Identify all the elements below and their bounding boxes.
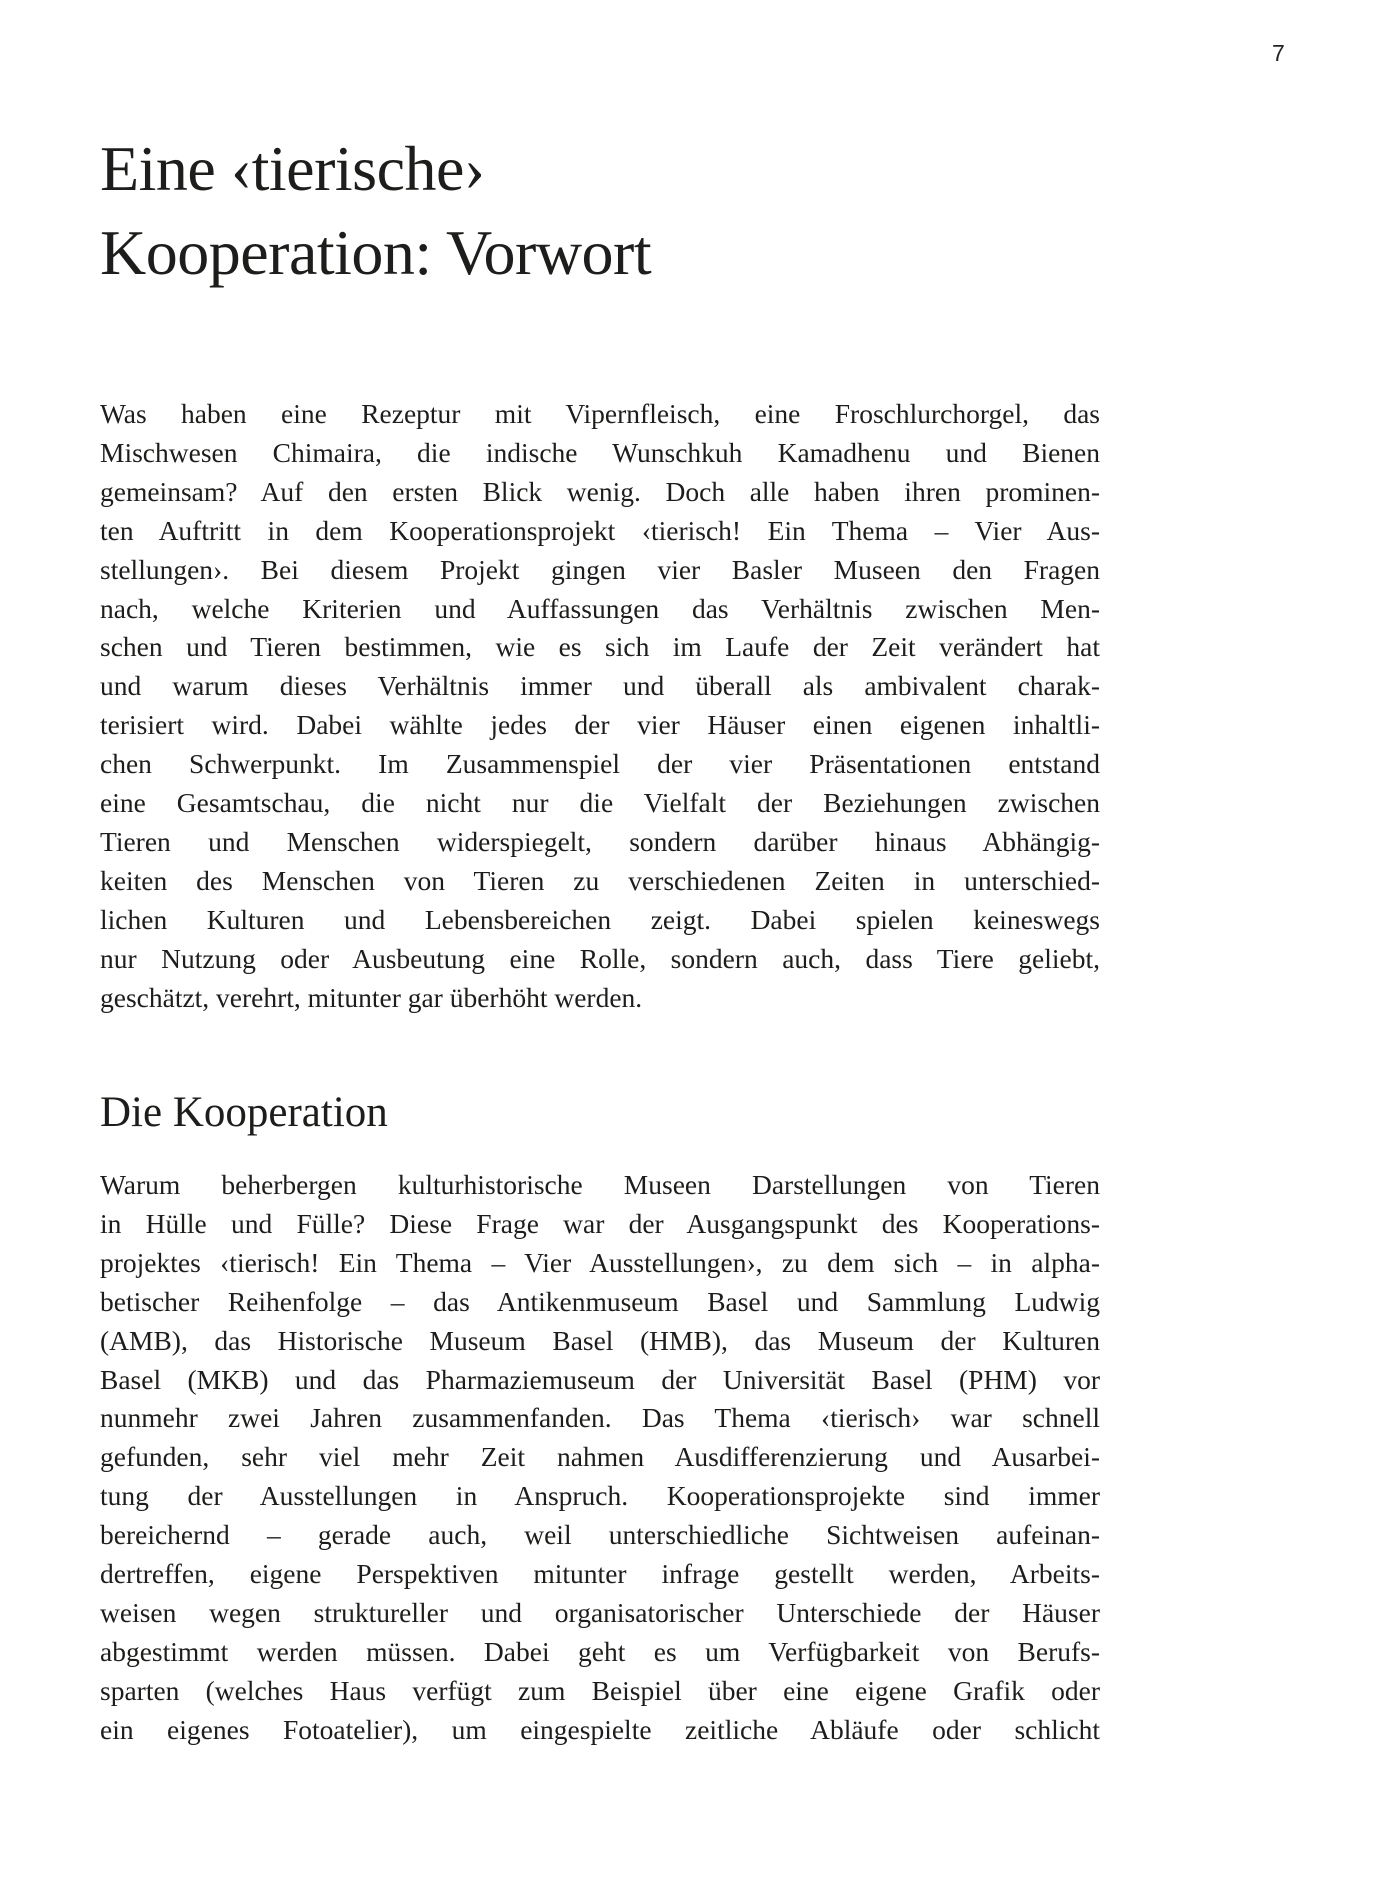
paragraph-line: eine Gesamtschau, die nicht nur die Vielfalt der Beziehungen zwischen <box>100 787 1100 819</box>
paragraph-line: Mischwesen Chimaira, die indische Wunschkuh Kamadhenu und Bienen <box>100 436 1100 468</box>
paragraph-line: geschätzt, verehrt, mitunter gar überhöht werden. <box>100 981 643 1013</box>
paragraph-line: nunmehr zwei Jahren zusammenfanden. Das Thema ‹tierisch› war schnell <box>100 1402 1100 1434</box>
kooperation-paragraph <box>100 1166 1100 1750</box>
page-title <box>100 127 651 295</box>
paragraph-line: ein eigenes Fotoatelier), um eingespielte zeitliche Abläufe oder schlicht <box>100 1713 1100 1745</box>
paragraph-line: und warum dieses Verhältnis immer und überall als ambivalent charak- <box>100 670 1100 702</box>
paragraph-line: nur Nutzung oder Ausbeutung eine Rolle, sondern auch, dass Tiere geliebt, <box>100 942 1100 974</box>
paragraph-line: Tieren und Menschen widerspiegelt, sondern darüber hinaus Abhängig- <box>100 825 1100 857</box>
paragraph-line: projektes ‹tierisch! Ein Thema – Vier Ausstellungen›, zu dem sich – in alpha- <box>100 1246 1100 1278</box>
intro-paragraph <box>100 395 1100 1018</box>
paragraph-line: betischer Reihenfolge – das Antikenmuseum Basel und Sammlung Ludwig <box>100 1285 1100 1317</box>
paragraph-line: Basel (MKB) und das Pharmaziemuseum der Universität Basel (PHM) vor <box>100 1363 1100 1395</box>
paragraph-line: tung der Ausstellungen in Anspruch. Kooperationsprojekte sind immer <box>100 1480 1100 1512</box>
paragraph-line: gemeinsam? Auf den ersten Blick wenig. Doch alle haben ihren prominen- <box>100 475 1100 507</box>
paragraph-line: nach, welche Kriterien und Auffassungen das Verhältnis zwischen Men- <box>100 592 1100 624</box>
paragraph-line: Warum beherbergen kulturhistorische Museen Darstellungen von Tieren <box>100 1169 1100 1200</box>
page-title-line-1: Eine ‹tierische› <box>100 133 485 204</box>
paragraph-line: keiten des Menschen von Tieren zu verschiedenen Zeiten in unterschied- <box>100 864 1100 896</box>
page-title-line-2: Kooperation: Vorwort <box>100 217 652 288</box>
paragraph-line: weisen wegen struktureller und organisatorischer Unterschiede der Häuser <box>100 1596 1100 1628</box>
paragraph-line: Was haben eine Rezeptur mit Vipernfleisch, eine Froschlurchorgel, das <box>100 398 1100 429</box>
paragraph-line: chen Schwerpunkt. Im Zusammenspiel der vier Präsentationen entstand <box>100 748 1100 780</box>
paragraph-line: lichen Kulturen und Lebensbereichen zeigt. Dabei spielen keineswegs <box>100 903 1100 935</box>
paragraph-line: stellungen›. Bei diesem Projekt gingen vier Basler Museen den Fragen <box>100 553 1100 585</box>
paragraph-line: sparten (welches Haus verfügt zum Beispiel über eine eigene Grafik oder <box>100 1674 1100 1706</box>
section-heading-die-kooperation: Die Kooperation <box>100 1089 388 1136</box>
paragraph-line: abgestimmt werden müssen. Dabei geht es um Verfügbarkeit von Berufs- <box>100 1635 1100 1667</box>
paragraph-line: terisiert wird. Dabei wählte jedes der vier Häuser einen eigenen inhaltli- <box>100 709 1100 741</box>
paragraph-line: in Hülle und Fülle? Diese Frage war der Ausgangspunkt des Kooperations- <box>100 1207 1100 1239</box>
paragraph-line: (AMB), das Historische Museum Basel (HMB), das Museum der Kulturen <box>100 1324 1100 1356</box>
page-number: 7 <box>1272 40 1285 66</box>
paragraph-line: dertreffen, eigene Perspektiven mitunter infrage gestellt werden, Arbeits- <box>100 1558 1100 1590</box>
paragraph-line: ten Auftritt in dem Kooperationsprojekt ‹tierisch! Ein Thema – Vier Aus- <box>100 514 1100 546</box>
paragraph-line: schen und Tieren bestimmen, wie es sich im Laufe der Zeit verändert hat <box>100 631 1100 663</box>
paragraph-line: bereichernd – gerade auch, weil unterschiedliche Sichtweisen aufeinan- <box>100 1519 1100 1551</box>
paragraph-line: gefunden, sehr viel mehr Zeit nahmen Ausdifferenzierung und Ausarbei- <box>100 1441 1100 1473</box>
